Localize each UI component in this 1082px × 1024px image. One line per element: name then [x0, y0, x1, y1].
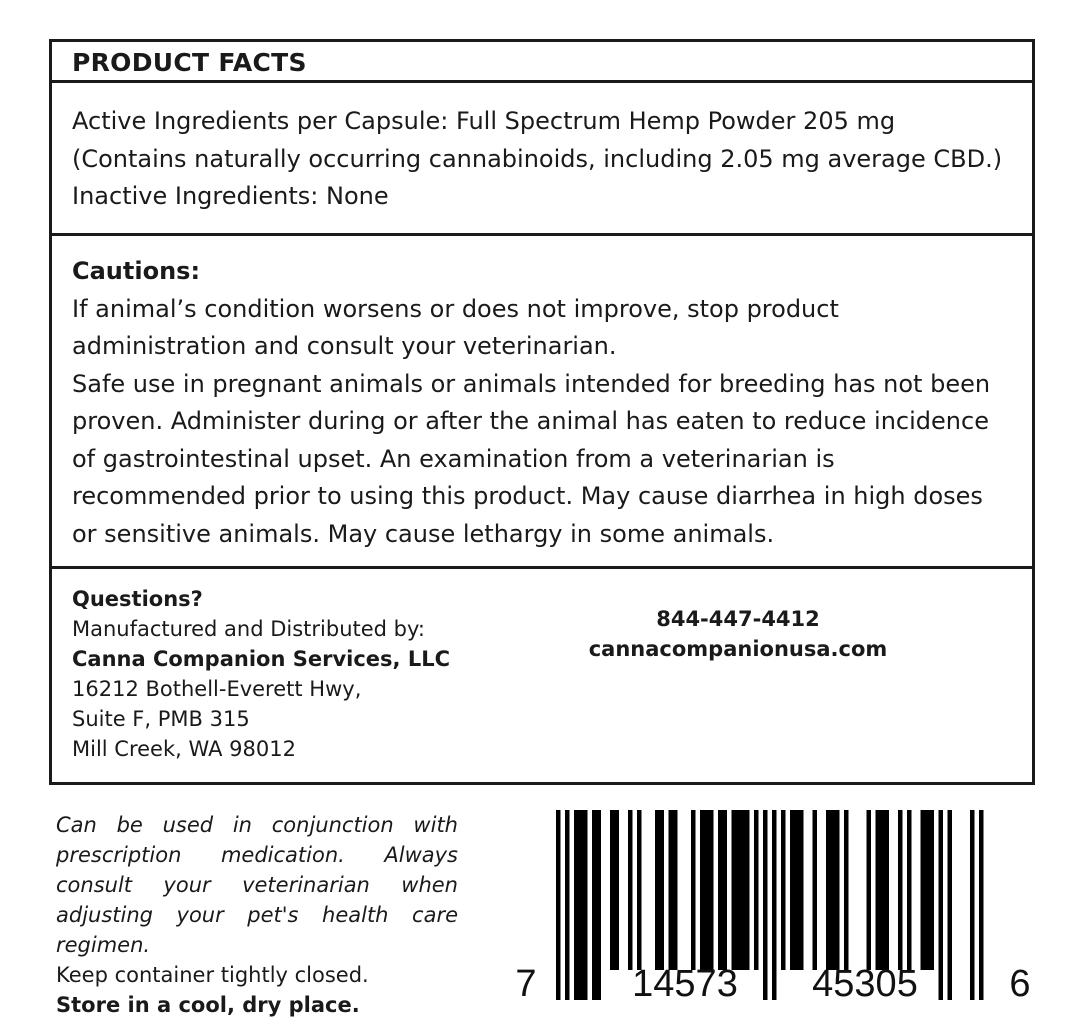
active-ingredients-line: Active Ingredients per Capsule: Full Spectrum Hemp Powder 205 mg [72, 107, 896, 135]
barcode-bar [754, 810, 759, 970]
barcode-bar [970, 810, 975, 1000]
website-url: cannacompanionusa.com [588, 637, 888, 661]
cautions-section [52, 236, 1032, 569]
barcode-bar [574, 810, 588, 1000]
barcode-bar [732, 810, 750, 970]
barcode-bar [898, 810, 903, 970]
questions-section [52, 569, 1032, 782]
usage-note [56, 810, 458, 1020]
caution-line: recommended prior to using this product. May cause diarrhea in high doses [72, 482, 983, 510]
barcode-bar [790, 810, 804, 970]
barcode-last-digit: 6 [1009, 963, 1031, 1004]
caution-line: Safe use in pregnant animals or animals intended for breeding has not been [72, 369, 991, 398]
keep-closed-note: Keep container tightly closed. [56, 963, 369, 987]
barcode-bar [921, 810, 935, 970]
caution-line: administration and consult your veterinarian. [72, 332, 617, 360]
barcode-bar [876, 810, 890, 970]
contact-info [543, 604, 933, 664]
barcode-bar [772, 810, 777, 1000]
barcode-bar [592, 810, 601, 1000]
conjunction-note: Can be used in conjunction with prescription medication. Always consult your veterinarian when adjusting your pet's health care regimen. [56, 813, 458, 957]
manufactured-by-label: Manufactured and Distributed by: [72, 617, 425, 641]
ingredients-section [52, 83, 1032, 236]
barcode-bar [655, 810, 664, 970]
product-facts-title: PRODUCT FACTS [72, 48, 307, 77]
barcode-left-digits: 14573 [632, 963, 738, 1004]
barcode-bar [826, 810, 840, 970]
address-line: Suite F, PMB 315 [72, 707, 250, 731]
address-line: Mill Creek, WA 98012 [72, 737, 296, 761]
barcode-bar [948, 810, 953, 1000]
barcode-right-digits: 45305 [812, 963, 918, 1004]
barcode-bars [556, 810, 984, 1000]
barcode-bar [813, 810, 818, 970]
barcode-bar [781, 810, 786, 970]
barcode-bar [691, 810, 696, 970]
barcode-bar [939, 810, 944, 1000]
questions-title: Questions? [72, 587, 203, 611]
caution-line: of gastrointestinal upset. An examination from a veterinarian is [72, 444, 835, 473]
barcode-bar [763, 810, 768, 1000]
barcode-bar [610, 810, 619, 970]
barcode-bar [628, 810, 633, 970]
product-facts-panel [49, 39, 1035, 785]
inactive-ingredients-line: Inactive Ingredients: None [72, 182, 389, 210]
caution-line: proven. Administer during or after the animal has eaten to reduce incidence [72, 407, 989, 435]
barcode-bar [556, 810, 561, 1000]
barcode-bar [844, 810, 849, 970]
cannabinoids-line: (Contains naturally occurring cannabinoids, including 2.05 mg average CBD.) [72, 144, 1003, 173]
caution-line: or sensitive animals. May cause lethargy in some animals. [72, 519, 775, 548]
phone-number: 844-447-4412 [656, 607, 820, 631]
barcode-bar [669, 810, 678, 970]
upc-barcode [512, 808, 1036, 1004]
address-line: 16212 Bothell-Everett Hwy, [72, 677, 362, 701]
caution-line: If animal’s condition worsens or does not improve, stop product [72, 294, 839, 323]
company-name: Canna Companion Services, LLC [72, 647, 450, 671]
barcode-bar [718, 810, 727, 970]
barcode-bar [565, 810, 570, 1000]
product-facts-header [52, 42, 1032, 83]
cautions-title: Cautions: [72, 257, 201, 285]
barcode-bar [907, 810, 912, 970]
barcode-bar [700, 810, 714, 970]
barcode-first-digit: 7 [515, 963, 537, 1004]
barcode-bar [979, 810, 984, 1000]
barcode-bar [637, 810, 642, 970]
storage-note: Store in a cool, dry place. [56, 993, 360, 1017]
barcode-bar [867, 810, 872, 970]
